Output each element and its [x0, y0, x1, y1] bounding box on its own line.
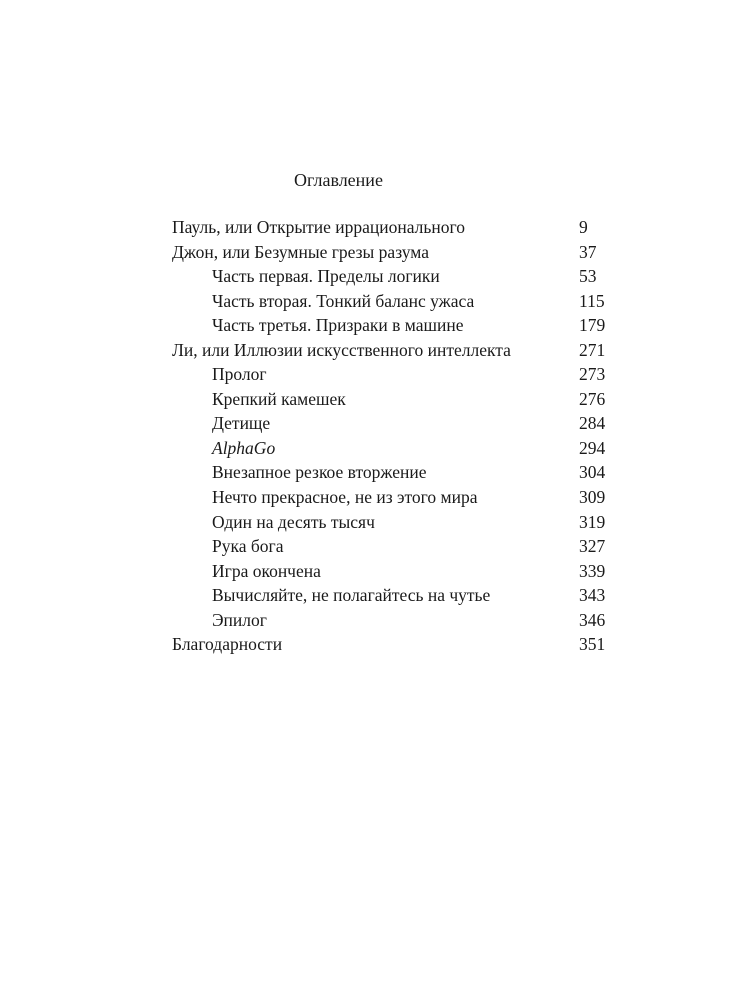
toc-entry-label: AlphaGo [212, 437, 276, 458]
toc-list [172, 215, 612, 657]
toc-entry-page: 309 [579, 487, 606, 508]
toc-entry-page: 276 [579, 388, 606, 409]
toc-entry-page: 339 [579, 560, 606, 581]
toc-subentry [172, 534, 612, 559]
toc-entry-page: 294 [579, 437, 606, 458]
toc-entry [172, 215, 612, 240]
toc-entry-page: 319 [579, 511, 606, 532]
toc-entry-label: Пролог [212, 364, 267, 385]
toc-title: Оглавление [294, 170, 383, 190]
toc-entry-page: 351 [579, 634, 606, 655]
toc-entry-label: Джон, или Безумные грезы разума [172, 241, 429, 262]
toc-entry-page: 284 [579, 413, 606, 434]
toc-entry-page: 273 [579, 364, 606, 385]
toc-subentry [172, 583, 612, 608]
toc-subentry [172, 264, 612, 289]
toc-subentry [172, 460, 612, 485]
toc-entry-page: 304 [579, 462, 606, 483]
toc-entry-label: Детище [212, 413, 271, 434]
toc-entry-page: 179 [579, 315, 606, 336]
toc-entry-label: Часть вторая. Тонкий баланс ужаса [212, 290, 475, 311]
toc-subentry [172, 608, 612, 633]
toc-entry-label: Игра окончена [212, 560, 321, 581]
toc-subentry [172, 485, 612, 510]
toc-entry-label: Эпилог [212, 609, 267, 630]
toc-entry-label: Благодарности [172, 634, 283, 655]
toc-entry-label: Рука бога [212, 536, 284, 557]
toc-entry [172, 632, 612, 657]
toc-entry-page: 53 [579, 266, 597, 287]
toc-entry-label: Нечто прекрасное, не из этого мира [212, 487, 478, 508]
toc-subentry [172, 313, 612, 338]
toc-entry-page: 37 [579, 241, 597, 262]
toc-entry-page: 271 [579, 339, 606, 360]
toc-entry-page: 346 [579, 609, 606, 630]
toc-entry-label: Внезапное резкое вторжение [212, 462, 427, 483]
toc-entry-label: Крепкий камешек [212, 388, 346, 409]
toc-subentry [172, 411, 612, 436]
toc-entry-label: Часть третья. Призраки в машине [212, 315, 464, 336]
toc-entry-label: Вычисляйте, не полагайтесь на чутье [212, 585, 491, 606]
toc-entry-label: Один на десять тысяч [212, 511, 375, 532]
toc-entry-label: Ли, или Иллюзии искусственного интеллекта [172, 339, 511, 360]
toc-subentry [172, 362, 612, 387]
toc-subentry [172, 289, 612, 314]
toc-entry-page: 343 [579, 585, 606, 606]
toc-subentry [172, 559, 612, 584]
toc-subentry [172, 510, 612, 535]
toc-entry-label: Пауль, или Открытие иррационального [172, 217, 465, 237]
toc-entry [172, 240, 612, 265]
toc-entry-page: 327 [579, 536, 606, 557]
toc-subentry [172, 436, 612, 461]
toc-entry [172, 338, 612, 363]
toc-entry-page: 9 [579, 217, 588, 237]
toc-entry-label: Часть первая. Пределы логики [212, 266, 440, 287]
toc-entry-page: 115 [579, 290, 605, 311]
toc-subentry [172, 387, 612, 412]
